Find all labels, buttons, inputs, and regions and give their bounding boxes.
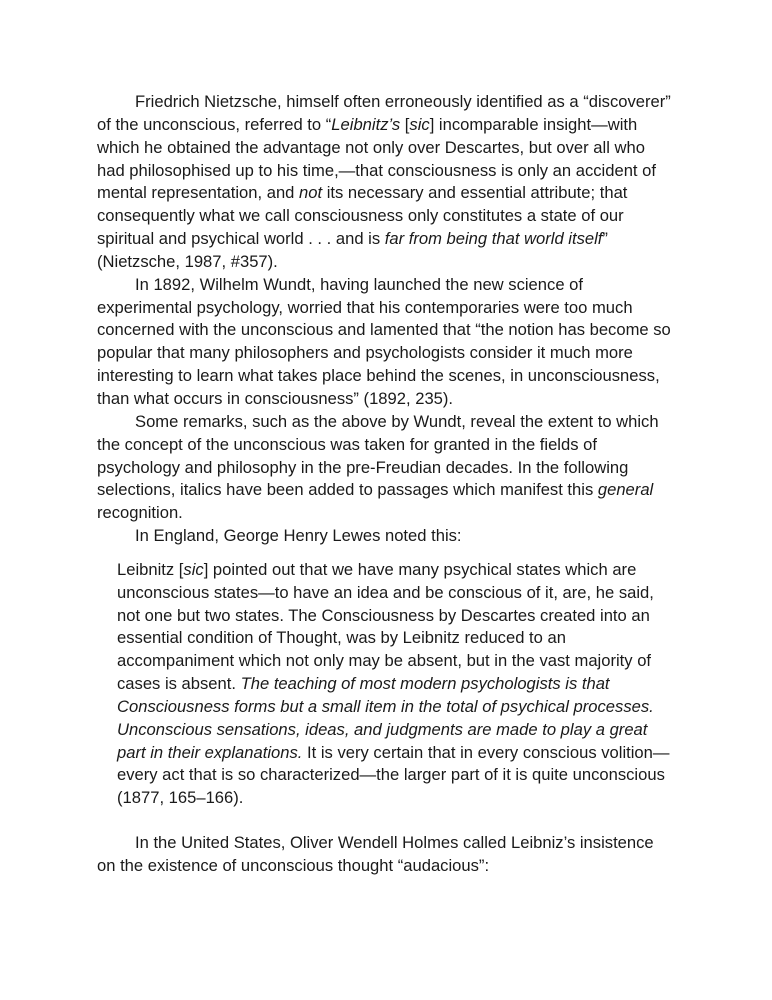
italic-text: sic <box>409 114 430 134</box>
text-run: ” (Nietzsche, 1987, #357). <box>97 229 608 271</box>
paragraph-wundt <box>97 274 676 411</box>
paragraph-nietzsche <box>97 91 676 274</box>
text-run: In 1892, Wilhelm Wundt, having launched the new science of experimental psychology, worried that his contemporaries were too much concerned with the unconscious and lamented that “the notion has become so popular that many philosophers and psychologists consider it much more interesting to learn what takes place behind the scenes, in unconsciousness, than what occurs in consciousness” (1892, 235). <box>97 274 671 408</box>
italic-text: far from being that world itself <box>384 229 603 249</box>
text-run: its necessary and essential attribute; that consequently what we call consciousness only constitutes a state of our spiritual and psychical world . . . and is <box>97 183 628 249</box>
text-run: In the United States, Oliver Wendell Holmes called Leibniz’s insistence on the existence of unconscious thought “audacious”: <box>97 833 654 875</box>
paragraph-holmes <box>97 832 676 878</box>
italic-text: sic <box>183 559 204 579</box>
paragraph-lewes-intro <box>97 525 676 548</box>
block-quote-text <box>117 559 677 810</box>
italic-text: The teaching of most modern psychologists is that Consciousness forms but a small item in the total of psychical processes. Unconscious sensations, ideas, and judgments are made to play a great part in their explanations. <box>117 674 654 762</box>
text-run: ] incomparable insight—with which he obtained the advantage not only over Descartes, but over all who had philosophised up to his time,—that consciousness is only an accident of mental representation, and <box>97 114 656 203</box>
italic-text: Leibnitz’s <box>331 114 401 134</box>
text-run: ] pointed out that we have many psychical states which are unconscious states—to have an idea and be conscious of it, are, he said, not one but two states. The Consciousness by Descartes created into an essential condition of Thought, was by Leibnitz reduced to an accompaniment which not only may be absent, but in the vast majority of cases is absent. <box>117 559 654 694</box>
text-run: [ <box>400 114 410 134</box>
italic-text: not <box>299 183 323 203</box>
text-run: Leibnitz [ <box>117 559 184 579</box>
text-run: recognition. <box>97 503 183 523</box>
text-run: Friedrich Nietzsche, himself often erroneously identified as a “discoverer” of the unconscious, referred to “ <box>97 92 671 134</box>
block-quote-lewes <box>117 559 677 810</box>
paragraph-remarks <box>97 411 676 525</box>
text-run: It is very certain that in every conscious volition—every act that is so characterized—the larger part of it is quite unconscious (1877, 165–166). <box>117 742 670 808</box>
text-run: Some remarks, such as the above by Wundt, reveal the extent to which the concept of the unconscious was taken for granted in the fields of psychology and philosophy in the pre-Freudian decades. In the following selections, italics have been added to passages which manifest this <box>97 411 659 500</box>
italic-text: general <box>597 480 654 500</box>
text-run: In England, George Henry Lewes noted this: <box>135 526 462 546</box>
